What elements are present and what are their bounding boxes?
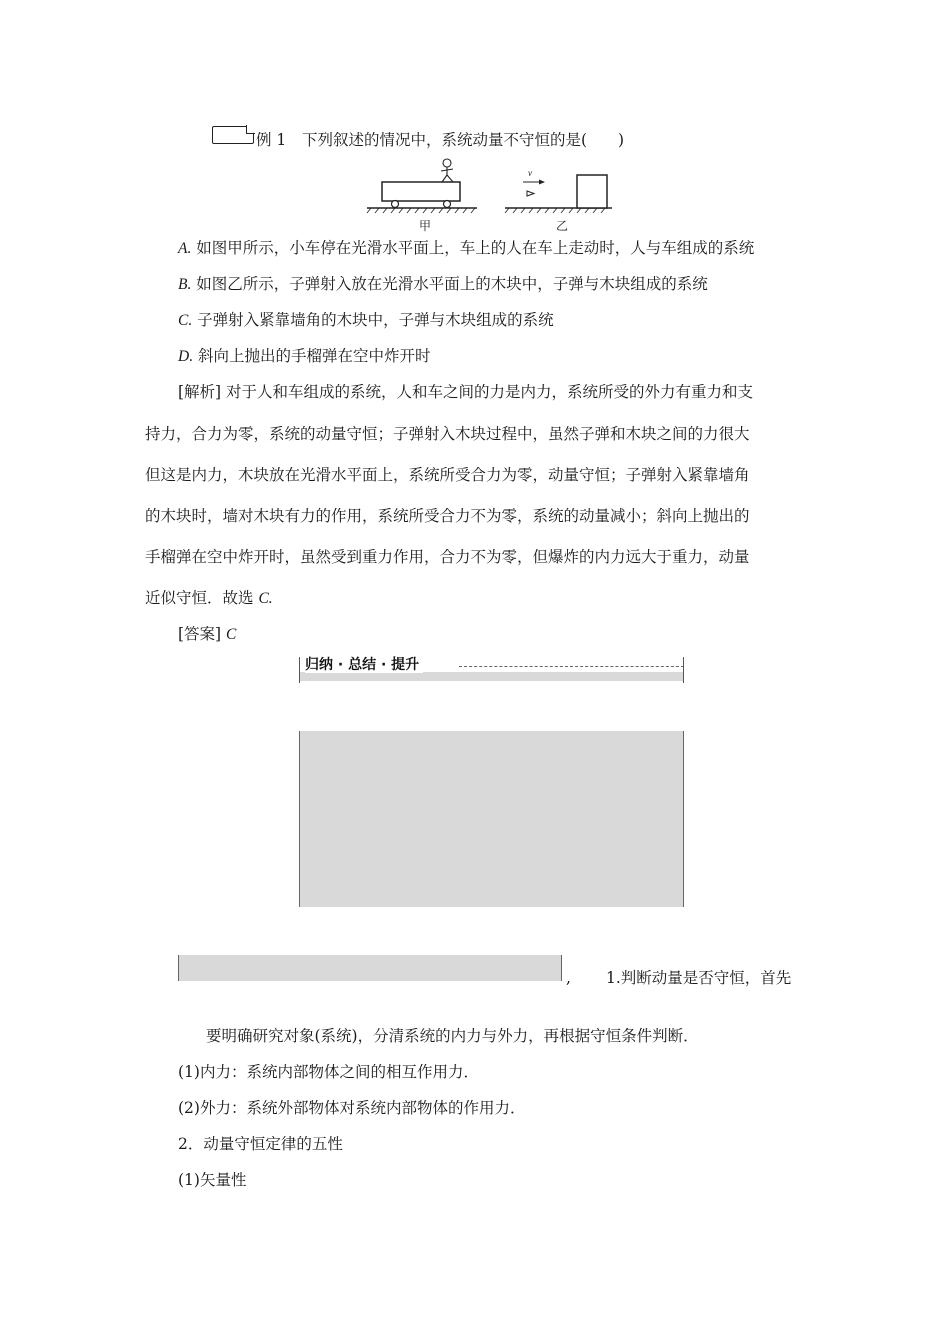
velocity-arrowhead: [539, 180, 545, 185]
person-figure: [441, 159, 453, 182]
analysis-line-4: 的木块时，墙对木块有力的作用，系统所受合力不为零，系统的动量减小；斜向上抛出的: [145, 507, 750, 525]
cart-wheel-right: [444, 201, 451, 208]
analysis-line-6: [145, 588, 273, 609]
section-heading-title: 归纳 · 总结 · 提升: [305, 657, 423, 673]
example-question: 下列叙述的情况中，系统动量不守恒的是( ): [302, 131, 625, 149]
option-a: [178, 238, 754, 259]
section-heading-right-border: [683, 657, 684, 683]
velocity-label: v: [528, 168, 532, 178]
option-b-letter: B.: [178, 276, 192, 293]
analysis-line-6-text: 近似守恒．故选: [145, 589, 259, 607]
analysis-line-5: 手榴弹在空中炸开时，虽然受到重力作用，合力不为零，但爆炸的内力远大于重力，动量: [145, 548, 750, 566]
section-heading-bar: [299, 657, 684, 683]
ground-left: [367, 208, 477, 213]
summary-placeholder-strip: [178, 955, 562, 981]
option-a-text: 如图甲所示，小车停在光滑水平面上，车上的人在车上走动时，人与车组成的系统: [196, 239, 755, 257]
analysis-line-2: 持力，合力为零，系统的动量守恒；子弹射入木块过程中，虽然子弹和木块之间的力很大: [145, 425, 750, 443]
summary-placeholder-box: [299, 731, 684, 907]
answer-label: [答案]: [178, 625, 227, 643]
summary-comma: ,: [566, 969, 571, 987]
option-a-letter: A.: [178, 240, 192, 257]
summary-point-1-continued: 要明确研究对象(系统)，分清系统的内力与外力，再根据守恒条件判断．: [206, 1027, 699, 1045]
analysis-line-6-answer: C.: [258, 590, 273, 607]
option-b-text: 如图乙所示，子弹射入放在光滑水平面上的木块中，子弹与木块组成的系统: [196, 275, 708, 293]
summary-sub-2: (2)外力：系统外部物体对系统内部物体的作用力．: [178, 1099, 526, 1117]
wooden-block: [577, 175, 607, 208]
physics-figure: [365, 156, 615, 234]
answer-line: [178, 624, 236, 645]
section-heading-left-border: [299, 657, 300, 683]
answer-value: C: [226, 626, 237, 643]
analysis-line-1: [解析] 对于人和车组成的系统，人和车之间的力是内力，系统所受的外力有重力和支: [178, 383, 754, 401]
figure-label-right: 乙: [556, 219, 569, 233]
cart-body: [382, 182, 460, 201]
figure-label-left: 甲: [419, 219, 432, 233]
option-d-text: 斜向上抛出的手榴弹在空中炸开时: [198, 347, 431, 365]
cart-wheel-left: [392, 201, 399, 208]
section-heading-dashed-line: [459, 666, 684, 667]
option-d-letter: D.: [178, 348, 194, 365]
bullet: [527, 191, 534, 196]
option-c-letter: C.: [178, 312, 193, 329]
summary-sub-3: (1)矢量性: [178, 1171, 247, 1189]
summary-sub-1: (1)内力：系统内部物体之间的相互作用力．: [178, 1063, 479, 1081]
summary-point-1-start: 1.判断动量是否守恒，首先: [606, 969, 792, 987]
option-c: [178, 310, 554, 331]
summary-point-2: 2．动量守恒定律的五性: [178, 1135, 343, 1153]
analysis-line-3: 但这是内力，木块放在光滑水平面上，系统所受合力为零，动量守恒；子弹射入紧靠墙角: [145, 466, 750, 484]
section-heading-band: [299, 672, 684, 681]
option-c-text: 子弹射入紧靠墙角的木块中，子弹与木块组成的系统: [197, 311, 554, 329]
example-label: 例 1: [256, 131, 287, 149]
option-b: [178, 274, 708, 295]
example-badge: [212, 126, 254, 144]
option-d: [178, 346, 431, 367]
